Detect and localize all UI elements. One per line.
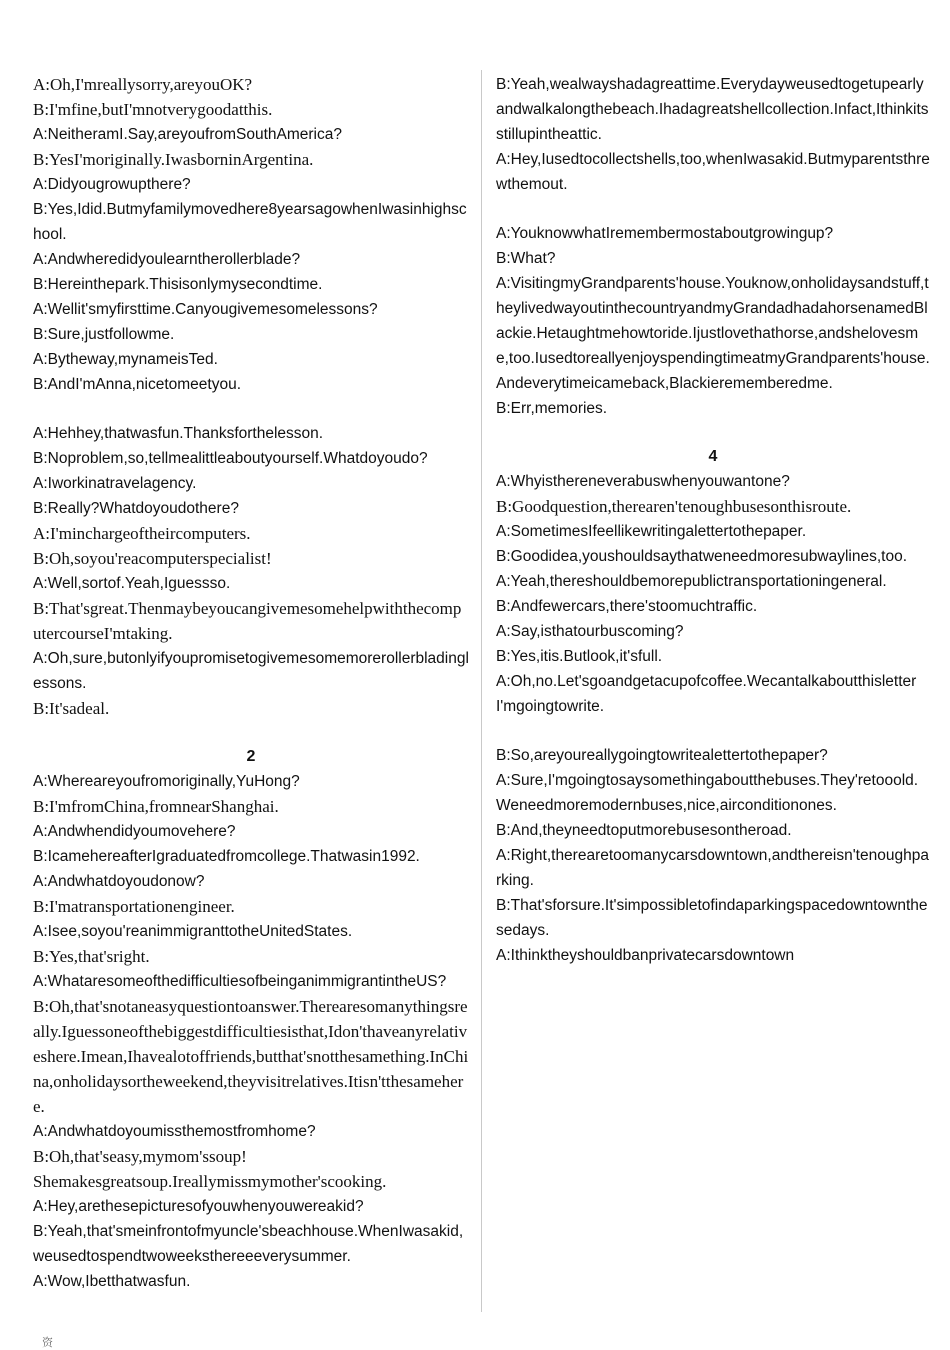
right-column xyxy=(496,72,930,968)
dialogue-line: B:Oh,that'snotaneasyquestiontoanswer.Therearesomanythingsreally.Iguessoneofthebiggestdifficultiesisthat,Idon'thaveanyrelativeshere.Imean,Ihavealotoffriends,butthat'snotthesamething.InChina,onholidaysortheweekend,theyvisitrelatives.Itisn'tthesamehere. xyxy=(33,997,469,1116)
dialogue-line: B:Yeah,wealwayshadagreattime.Everydayweusedtogetupearlyandwalkalongthebeach.Ihadagreatshellcollection.Infact,Ithinkitsstillupintheattic. xyxy=(496,76,929,143)
dialogue-line: B:That'sforsure.It'simpossibletofindaparkingspacedowntownthesedays. xyxy=(496,897,928,939)
dialogue-line: B:Oh,that'seasy,mymom'ssoup! xyxy=(33,1147,247,1166)
dialogue-line: A:Oh,sure,butonlyifyoupromisetogivemesomemorerollerbladinglessons. xyxy=(33,650,469,692)
dialogue-line: A:Right,therearetoomanycarsdowntown,andthereisn'tenoughparking. xyxy=(496,847,929,889)
dialogue-line: B:I'mfromChina,fromnearShanghai. xyxy=(33,797,279,816)
column-divider xyxy=(481,70,482,1312)
dialogue-line: A:Andwhatdoyoudonow? xyxy=(33,873,205,890)
section-number: 4 xyxy=(708,448,718,465)
dialogue-line: B:It'sadeal. xyxy=(33,699,110,718)
dialogue-line: B:Goodidea,youshouldsaythatweneedmoresubwaylines,too. xyxy=(496,548,908,565)
dialogue-line: A:Wellit'smyfirsttime.Canyougivemesomelessons? xyxy=(33,301,378,318)
dialogue-line: B:Yes,Idid.Butmyfamilymovedhere8yearsagowhenIwasinhighschool. xyxy=(33,201,467,243)
dialogue-line: B:Sure,justfollowme. xyxy=(33,326,175,343)
dialogue-line: A:Hey,arethesepicturesofyouwhenyouwereakid? xyxy=(33,1198,364,1215)
dialogue-line: B:Yeah,that'smeinfrontofmyuncle'sbeachhouse.WhenIwasakid,weusedtospendtwoweeksthereeeverysummer. xyxy=(33,1223,464,1265)
dialogue-line: B:So,areyoureallygoingtowritealettertothepaper? xyxy=(496,747,828,764)
dialogue-line: B:AndI'mAnna,nicetomeetyou. xyxy=(33,376,242,393)
dialogue-gap xyxy=(496,421,930,445)
dialogue-line: A:Andwhendidyoumovehere? xyxy=(33,823,236,840)
dialogue-line: A:Whyisthereneverabuswhenyouwantone? xyxy=(496,473,790,490)
dialogue-line: A:Andwheredidyoulearntherollerblade? xyxy=(33,251,301,268)
dialogue-line: A:NeitheramI.Say,areyoufromSouthAmerica? xyxy=(33,126,342,143)
dialogue-line: A:VisitingmyGrandparents'house.Youknow,onholidaysandstuff,theylivedwayoutinthecountryandmyGrandadhadahorsenamedBlackie.Hetaughtmehowtoride.Ijustlovethathorse,andshelovesme,too.IusedtoreallyenjoyspendingtimeatmyGrandparents'house.Andeverytimeicameback,Blackierememberedme. xyxy=(496,275,930,392)
dialogue-gap xyxy=(496,719,930,743)
dialogue-gap xyxy=(33,397,469,421)
dialogue-line: A:Oh,I'mreallysorry,areyouOK? xyxy=(33,75,253,94)
dialogue-line: A:Didyougrowupthere? xyxy=(33,176,191,193)
dialogue-line: A:Say,isthatourbuscoming? xyxy=(496,623,684,640)
dialogue-line: A:Whereareyoufromoriginally,YuHong? xyxy=(33,773,300,790)
dialogue-line: A:Oh,no.Let'sgoandgetacupofcoffee.WecantalkaboutthisletterI'mgoingtowrite. xyxy=(496,673,917,715)
dialogue-line: B:Err,memories. xyxy=(496,400,608,417)
dialogue-line: A:I'minchargeoftheircomputers. xyxy=(33,524,251,543)
dialogue-line: B:YesI'moriginally.IwasborninArgentina. xyxy=(33,150,314,169)
dialogue-line: Shemakesgreatsoup.Ireallymissmymother'scooking. xyxy=(33,1172,387,1191)
dialogue-line: A:Sure,I'mgoingtosaysomethingaboutthebuses.They'retooold.Weneedmoremodernbuses,nice,airconditionones. xyxy=(496,772,919,814)
dialogue-line: B:IcamehereafterIgraduatedfromcollege.Thatwasin1992. xyxy=(33,848,420,865)
dialogue-line: A:Well,sortof.Yeah,Iguessso. xyxy=(33,575,231,592)
dialogue-line: A:Wow,Ibetthatwasfun. xyxy=(33,1273,191,1290)
dialogue-line: B:Goodquestion,therearen'tenoughbusesonthisroute. xyxy=(496,497,852,516)
dialogue-line: A:YouknowwhatIremembermostaboutgrowingup? xyxy=(496,225,834,242)
dialogue-line: A:Hehhey,thatwasfun.Thanksforthelesson. xyxy=(33,425,324,442)
dialogue-line: B:That'sgreat.ThenmaybeyoucangivemesomehelpwiththecomputercourseI'mtaking. xyxy=(33,599,462,643)
dialogue-line: A:Ithinktheyshouldbanprivatecarsdowntown xyxy=(496,947,795,964)
dialogue-line: B:Andfewercars,there'stoomuchtraffic. xyxy=(496,598,758,615)
dialogue-line: A:Andwhatdoyoumissthemostfromhome? xyxy=(33,1123,316,1140)
section-number: 2 xyxy=(246,748,256,765)
dialogue-line: A:Yeah,thereshouldbemorepublictransportationingeneral. xyxy=(496,573,887,590)
dialogue-line: B:Really?Whatdoyoudothere? xyxy=(33,500,239,517)
dialogue-line: B:Yes,that'sright. xyxy=(33,947,150,966)
dialogue-line: A:Bytheway,mynameisTed. xyxy=(33,351,218,368)
dialogue-line: B:Yes,itis.Butlook,it'sfull. xyxy=(496,648,663,665)
dialogue-line: B:Noproblem,so,tellmealittleaboutyourself.Whatdoyoudo? xyxy=(33,450,428,467)
dialogue-line: B:I'mfine,butI'mnotverygoodatthis. xyxy=(33,100,273,119)
footer-mark: 资 xyxy=(42,1336,53,1349)
dialogue-line: A:Hey,Iusedtocollectshells,too,whenIwasakid.Butmyparentsthrewthemout. xyxy=(496,151,930,193)
dialogue-line: B:Oh,soyou'reacomputerspecialist! xyxy=(33,549,272,568)
left-column xyxy=(33,72,469,1294)
dialogue-gap xyxy=(496,197,930,221)
dialogue-line: A:Iworkinatravelagency. xyxy=(33,475,197,492)
dialogue-line: A:Isee,soyou'reanimmigranttotheUnitedStates. xyxy=(33,923,353,940)
dialogue-line: B:I'matransportationengineer. xyxy=(33,897,235,916)
dialogue-line: B:What? xyxy=(496,250,556,267)
dialogue-gap xyxy=(33,721,469,745)
dialogue-line: A:SometimesIfeellikewritingalettertothepaper. xyxy=(496,523,807,540)
dialogue-line: B:And,theyneedtoputmorebusesontheroad. xyxy=(496,822,792,839)
dialogue-line: A:WhataresomeofthedifficultiesofbeinganimmigrantintheUS? xyxy=(33,973,447,990)
dialogue-line: B:Hereinthepark.Thisisonlymysecondtime. xyxy=(33,276,323,293)
